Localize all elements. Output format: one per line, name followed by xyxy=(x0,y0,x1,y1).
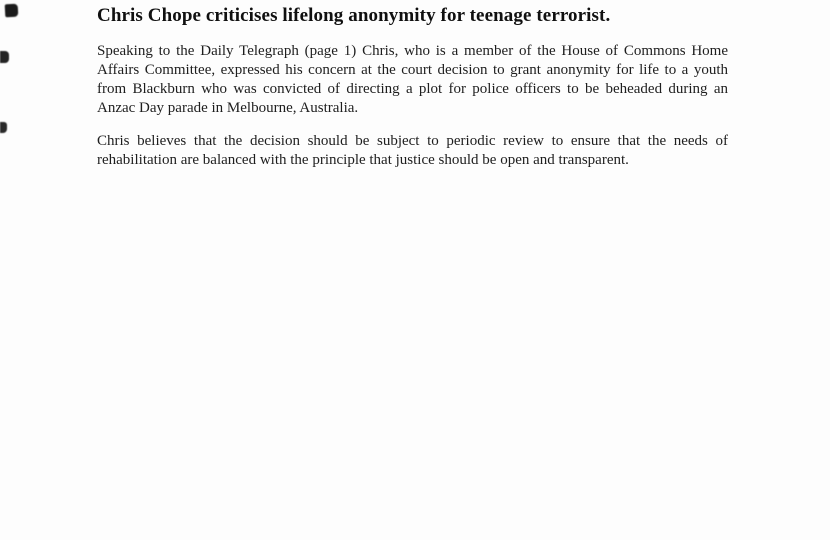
scan-ink-mark-top-left xyxy=(5,4,19,18)
scan-ink-mark-left-upper xyxy=(0,51,9,63)
headline: Chris Chope criticises lifelong anonymity for teenage terrorist. xyxy=(97,5,611,26)
text-line: Affairs Committee, expressed his concern at the court decision to grant anonymity for life to a youth xyxy=(97,62,728,78)
text-line: from Blackburn who was convicted of directing a plot for police officers to be beheaded during an xyxy=(97,81,728,97)
text-line: Speaking to the Daily Telegraph (page 1) Chris, who is a member of the House of Commons Home xyxy=(97,43,728,59)
paragraph-1 xyxy=(97,42,728,118)
text-line: Chris believes that the decision should be subject to periodic review to ensure that the needs of xyxy=(97,133,728,149)
text-line: Anzac Day parade in Melbourne, Australia. xyxy=(97,100,359,116)
scan-ink-mark-left-lower xyxy=(0,122,7,133)
text-line: rehabilitation are balanced with the principle that justice should be open and transparent. xyxy=(97,152,629,168)
paragraph-2 xyxy=(97,132,728,170)
